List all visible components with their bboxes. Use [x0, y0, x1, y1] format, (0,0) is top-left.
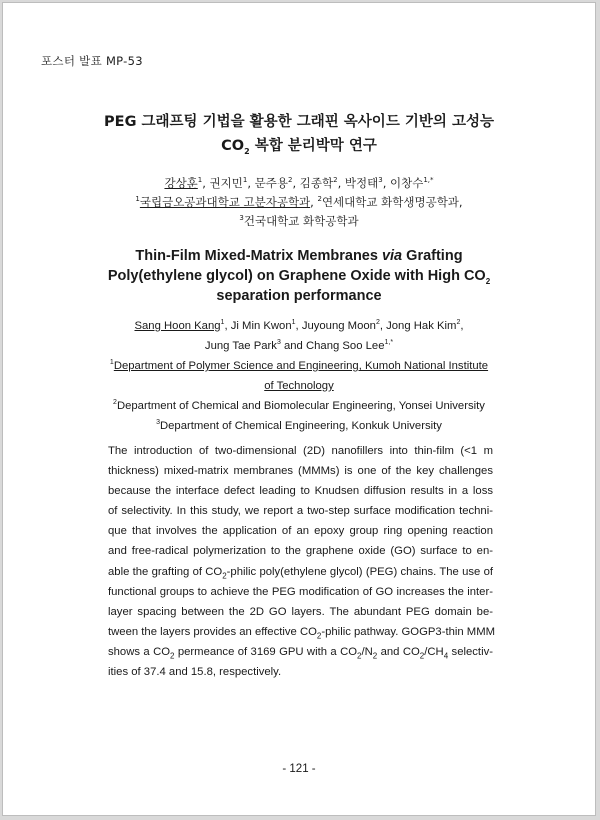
abstract-line: of selectivity. In this study, we report a two-step surface modification techni- [108, 505, 493, 518]
english-author-1: Sang Hoon Kang [134, 320, 221, 332]
english-title-sub: 2 [485, 276, 491, 286]
abstract-line: and free-radical polymerization to the graphene oxide (GO) surface to en- [108, 545, 493, 558]
english-author-3: , Juyoung Moon [295, 320, 376, 332]
abstract-line: functional groups to achieve the PEG modification of GO increases the inter- [108, 585, 493, 598]
abstract-line: because the interface defect leading to Knudsen diffusion results in a loss [108, 485, 493, 498]
abstract-line [108, 622, 496, 642]
korean-aff2-sup: 2 [317, 195, 322, 204]
korean-author-6: , 이창수 [382, 176, 424, 190]
english-authors [3, 316, 595, 436]
abstract-text: shows a CO [108, 645, 171, 658]
korean-title-co: CO [221, 138, 245, 154]
korean-aff3: 건국대학교 화학공학과 [243, 214, 359, 228]
korean-author-1-sup: 1 [197, 176, 203, 185]
english-author-3-sup: 2 [375, 319, 380, 327]
document-page [2, 2, 596, 816]
english-affiliation-3 [3, 416, 595, 436]
korean-affiliation-3 [3, 212, 595, 231]
english-author-6-sup: 1,* [384, 339, 394, 347]
korean-title-line1: PEG 그래프팅 기법을 활용한 그래핀 옥사이드 기반의 고성능 [104, 114, 494, 130]
korean-title [3, 110, 595, 158]
korean-author-5-sup: 3 [378, 176, 383, 185]
english-author-4-sup: 2 [456, 319, 461, 327]
english-aff3-sup: 3 [156, 419, 160, 427]
abstract-sub: 2 [419, 651, 425, 661]
english-title-part-b: Grafting [402, 248, 463, 264]
english-author-6: and Chang Soo Lee [280, 340, 385, 352]
english-aff1-line1: Department of Polymer Science and Engineering, Kumoh National Institute [113, 360, 489, 372]
english-author-2-sup: 1 [291, 319, 296, 327]
korean-author-2-sup: 1 [242, 176, 248, 185]
abstract-text: selectiv- [448, 645, 493, 658]
korean-aff1: 국립금오공과대학교 고분자공학과 [139, 195, 311, 209]
korean-author-2: , 권지민 [202, 176, 243, 190]
abstract-text: /N [361, 645, 373, 658]
abstract-line [108, 642, 493, 662]
abstract-sub: 2 [357, 651, 362, 661]
korean-title-line2 [3, 134, 595, 158]
abstract-sub: 2 [316, 631, 322, 641]
english-title-line2 [3, 266, 595, 286]
abstract-sub: 2 [222, 570, 227, 580]
korean-affiliations [3, 193, 595, 212]
korean-aff1-sup: 1 [135, 195, 140, 204]
english-title-line3: separation performance [216, 288, 382, 304]
korean-aff2: 연세대학교 화학생명공학과, [321, 195, 463, 209]
korean-author-5: , 박정태 [337, 176, 379, 190]
english-aff2: Department of Chemical and Biomolecular Engineering, Yonsei University [116, 400, 485, 412]
korean-author-1: 강상훈 [164, 176, 198, 190]
abstract [108, 441, 496, 682]
abstract-text: tween the layers provides an effective CO [108, 625, 317, 638]
english-aff1-line2: of Technology [264, 380, 334, 392]
korean-author-4: , 김종학 [292, 176, 334, 190]
abstract-text: -philic poly(ethylene glycol) (PEG) chains. The use of [226, 565, 494, 578]
abstract-line: que that involves the application of an epoxy group ring opening reaction [108, 525, 493, 538]
korean-author-3-sup: 2 [288, 176, 293, 185]
korean-aff-sep: , [310, 195, 318, 209]
abstract-text: permeance of 3169 GPU with a CO [174, 645, 358, 658]
english-affiliation-2 [3, 396, 595, 416]
english-affiliation-1-cont [3, 376, 595, 396]
abstract-text: and CO [377, 645, 420, 658]
english-author-5: Jung Tae Park [204, 340, 277, 352]
korean-author-6-sup: 1,* [423, 176, 434, 185]
english-affiliation-1 [3, 356, 595, 376]
abstract-sub: 4 [443, 651, 449, 661]
korean-title-sub: 2 [244, 146, 250, 156]
english-title-line2-text: Poly(ethylene glycol) on Graphene Oxide with High CO [107, 268, 486, 284]
korean-title-rest: 복합 분리박막 연구 [249, 138, 377, 154]
english-aff1-sup: 1 [109, 359, 114, 367]
page-number: - 121 - [282, 763, 316, 775]
abstract-sub: 2 [170, 651, 175, 661]
korean-aff3-sup: 3 [239, 214, 244, 223]
abstract-text: able the grafting of CO [108, 565, 223, 578]
english-author-list-2 [3, 336, 595, 356]
english-title [3, 246, 595, 306]
korean-author-list [3, 174, 595, 193]
english-author-2: , Ji Min Kwon [224, 320, 292, 332]
abstract-line: thickness) mixed-matrix membranes (MMMs) is one of the key challenges [108, 465, 493, 478]
abstract-line: ities of 37.4 and 15.8, respectively. [108, 666, 282, 679]
korean-author-4-sup: 2 [333, 176, 338, 185]
english-author-list-1 [3, 316, 595, 336]
abstract-line [108, 562, 493, 582]
korean-author-3: , 문주용 [247, 176, 289, 190]
english-aff2-sup: 2 [113, 399, 117, 407]
korean-authors [3, 174, 595, 231]
english-author-5-sup: 3 [276, 339, 281, 347]
english-title-line1 [3, 246, 595, 266]
english-title-via: via [381, 248, 403, 264]
abstract-text: -philic pathway. GOGP3-thin MMM [321, 625, 496, 638]
english-author-1-sup: 1 [220, 319, 225, 327]
abstract-line: The introduction of two-dimensional (2D) nanofillers into thin-film (<1 m [108, 445, 493, 457]
english-title-part-a: Thin-Film Mixed-Matrix Membranes [135, 248, 382, 264]
english-author-4-comma: , [460, 320, 464, 332]
abstract-text: /CH [424, 645, 444, 658]
english-aff3: Department of Chemical Engineering, Konkuk University [159, 420, 442, 432]
poster-label: 포스터 발표 MP-53 [41, 54, 143, 68]
abstract-line: layer spacing between the 2D GO layers. The abundant PEG domain be- [108, 605, 493, 618]
english-author-4: , Jong Hak Kim [379, 320, 457, 332]
abstract-sub: 2 [372, 651, 378, 661]
